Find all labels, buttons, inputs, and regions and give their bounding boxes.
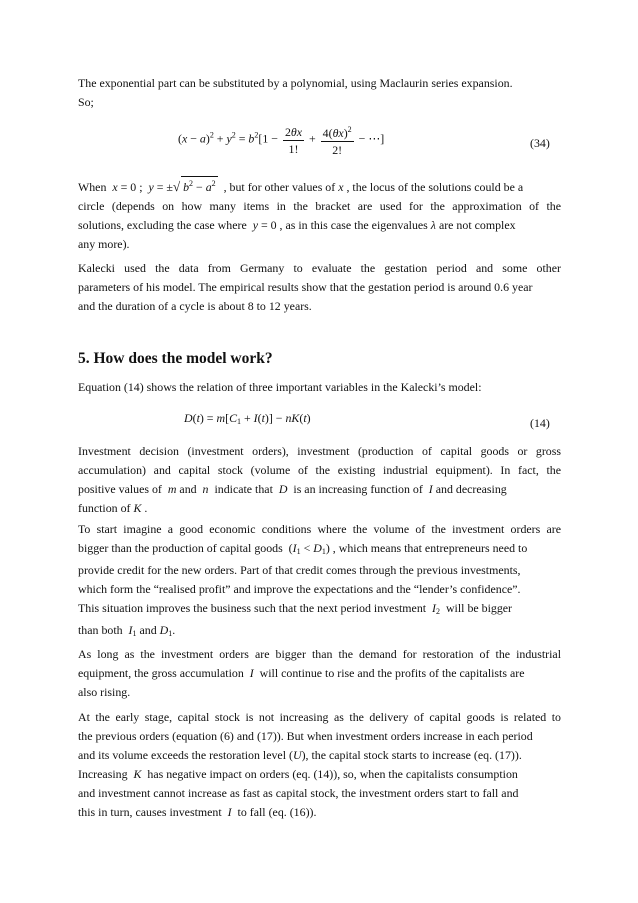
text-line: Investment decision (investment orders), investment (production of capital goods or gross	[78, 444, 561, 458]
text-line: The exponential part can be substituted by a polynomial, using Maclaurin series expansion.	[78, 76, 513, 90]
paragraph-early-stage	[78, 708, 561, 822]
paragraph-eq14-intro	[78, 378, 561, 397]
text-line: and its volume exceeds the restoration level (U), the capital stock starts to increase (eq. (17)).	[78, 748, 522, 762]
text-line: bigger than the production of capital goods $(I_1 < D_1)$ , which means that entrepreneurs need to	[78, 541, 528, 556]
text-line: any more).	[78, 237, 130, 251]
text-line: When x = 0 ; y = ±√ $b^2 - a^2$ , but for other values of x , the locus of the solutions could be a	[78, 176, 561, 197]
text-line: and the duration of a cycle is about 8 to 12 years.	[78, 299, 312, 313]
paragraph-empirical	[78, 259, 561, 316]
text-line: positive values of m and n indicate that D is an increasing function of I and decreasing	[78, 482, 507, 496]
text-line: So;	[78, 95, 94, 109]
text-line: solutions, excluding the case where y = 0 , as in this case the eigenvalues λ are not complex	[78, 218, 516, 232]
equation-14: $D(t) = m[C_1 + I(t)] - nK(t)$	[184, 411, 311, 426]
text-line: and investment cannot increase as fast as capital stock, the investment orders start to fall and	[78, 786, 519, 800]
text-line: As long as the investment orders are bigger than the demand for restoration of the industrial	[78, 647, 561, 661]
text-line: To start imagine a good economic conditions where the volume of the investment orders are	[78, 522, 561, 536]
text-line: function of K .	[78, 501, 148, 515]
text-line: equipment, the gross accumulation I will continue to rise and the profits of the capitalists are	[78, 666, 525, 680]
paragraph-good-conditions	[78, 520, 561, 643]
paragraph-variables	[78, 442, 561, 518]
text-line: parameters of his model. The empirical results show that the gestation period is around 0.6 year	[78, 280, 533, 294]
text-line: This situation improves the business such that the next period investment $I_2$ will be bigger	[78, 601, 513, 616]
paragraph-locus	[78, 176, 561, 254]
text-line: this in turn, causes investment I to fall (eq. (16)).	[78, 805, 317, 819]
section-heading: 5. How does the model work?	[78, 350, 273, 367]
text-line: than both $I_1$ and $D_1$.	[78, 623, 176, 638]
text-line: Equation (14) shows the relation of three important variables in the Kalecki’s model:	[78, 380, 482, 394]
text-line: accumulation) and capital stock (volume of the existing industrial equipment). In fact, the	[78, 463, 561, 477]
text-line: Increasing K has negative impact on orders (eq. (14)), so, when the capitalists consumption	[78, 767, 518, 781]
equation-number-14: (14)	[530, 416, 550, 430]
equation-number-34: (34)	[530, 136, 550, 150]
paragraph-accumulation	[78, 645, 561, 702]
text-line: Kalecki used the data from Germany to evaluate the gestation period and some other	[78, 261, 561, 275]
text-line: provide credit for the new orders. Part of that credit comes through the previous investments,	[78, 563, 521, 577]
text-line: At the early stage, capital stock is not increasing as the delivery of capital goods is related to	[78, 710, 561, 724]
equation-34: $(x - a)^2 + y^2 = b^2[1$ − $\frac{2\theta x}{1!}$ + $\frac{4(\theta x)^2}{2!}$ − ⋯]	[178, 122, 384, 158]
paragraph-intro	[78, 74, 561, 112]
text-line: circle (depends on how many items in the bracket are used for the approximation of the	[78, 199, 561, 213]
text-line: which form the “realised profit” and improve the expectations and the “lender’s confidence”.	[78, 582, 521, 596]
text-line: the previous orders (equation (6) and (17)). But when investment orders increase in each period	[78, 729, 533, 743]
text-line: also rising.	[78, 685, 131, 699]
